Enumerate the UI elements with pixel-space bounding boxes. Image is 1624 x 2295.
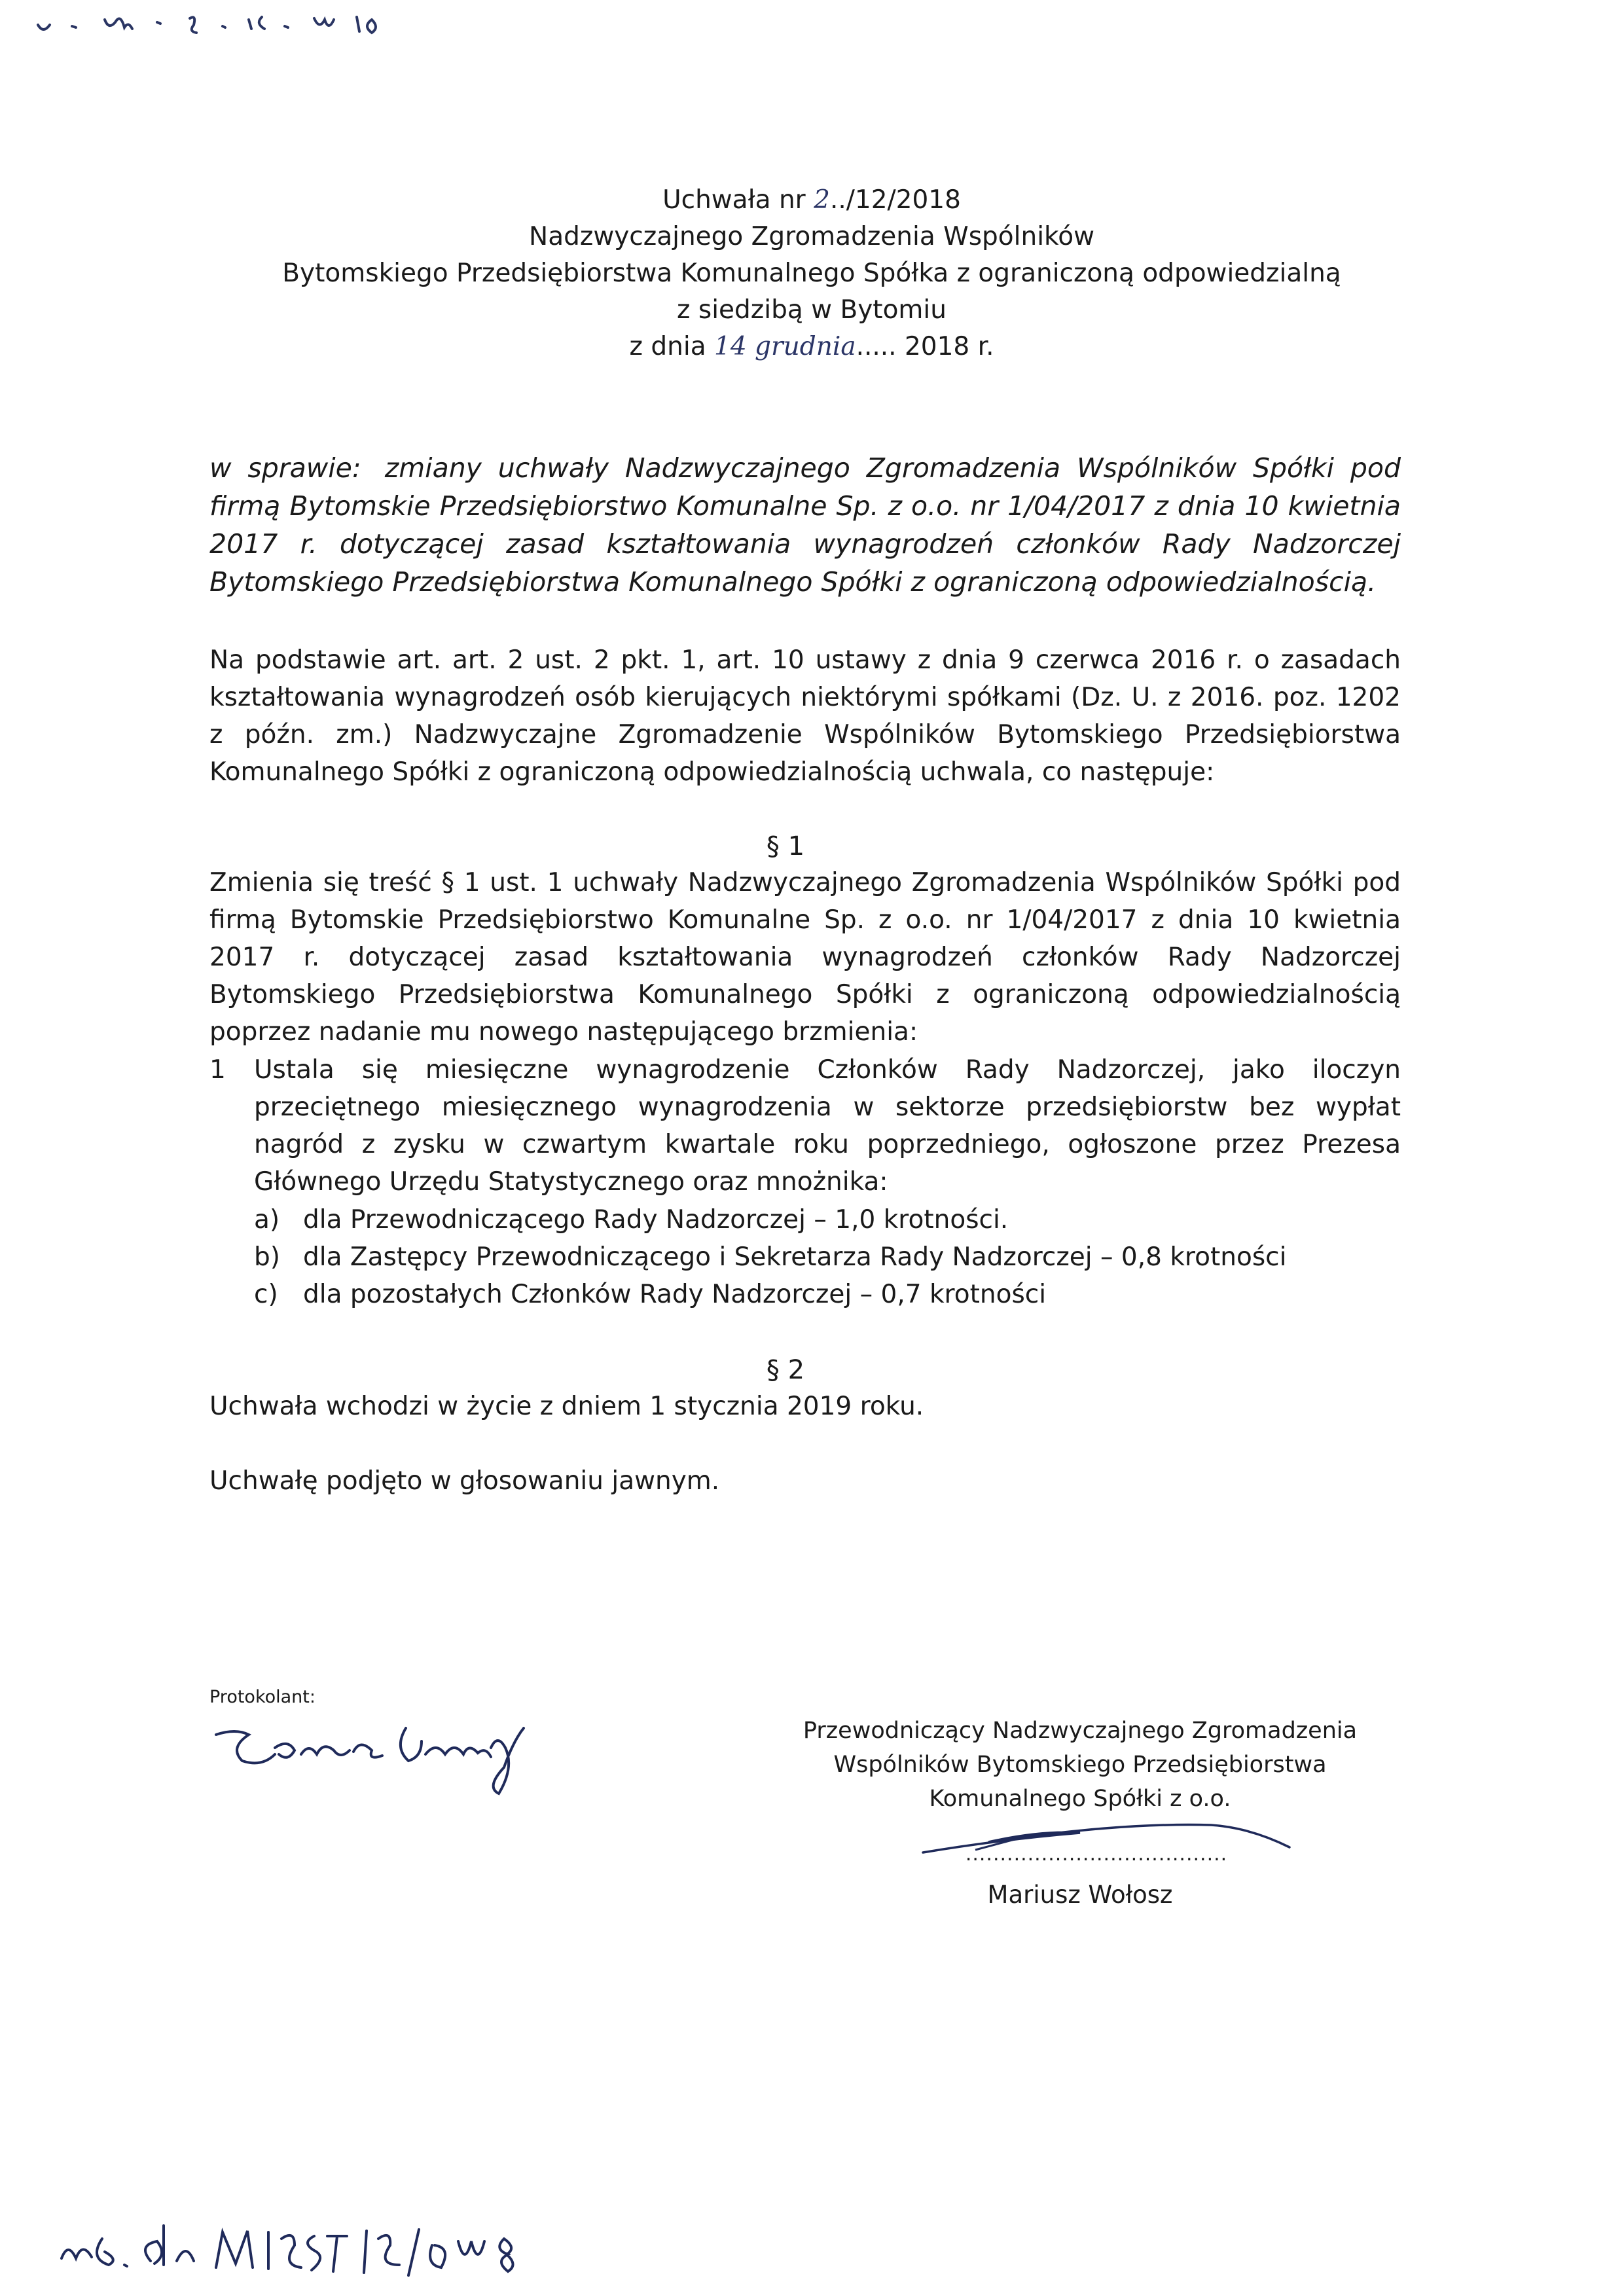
legal-basis-paragraph: Na podstawie art. art. 2 ust. 2 pkt. 1, art. 10 ustawy z dnia 9 czerwca 2016 r. o zasadach kształtowania wynagrodzeń osób kierujących niektórymi spółkami (Dz. U. z 2016. poz. 1202 z późn. zm.) Nadzwyczajne Zgromadzenie Wspólników Bytomskiego Przedsiębiorstwa Komunalnego Spółki z ograniczoną odpowiedzialnością uchwala, co następuje:: [209, 645, 1401, 787]
list-item: [254, 1201, 1367, 1238]
section-1-item-1: [209, 1051, 1401, 1201]
section-1-sign: § 1: [766, 831, 805, 861]
list-item-label: c): [254, 1280, 278, 1309]
vote-statement: Uchwałę podjęto w głosowaniu jawnym.: [209, 1466, 720, 1496]
list-item-text: dla Przewodniczącego Rady Nadzorczej – 1,0 krotności.: [303, 1205, 1009, 1235]
chair-name: Mariusz Wołosz: [987, 1881, 1173, 1909]
header-line-4: z siedzibą w Bytomiu: [677, 295, 947, 325]
section-1-text: Zmienia się treść § 1 ust. 1 uchwały Nadzwyczajnego Zgromadzenia Wspólników Spółki pod firmą Bytomskie Przedsiębiorstwo Komunalne Sp. z o.o. nr 1/04/2017 z dnia 10 kwietnia 2017 r. dotyczącej zasad kształtowania wynagrodzeń członków Rady Nadzorczej Bytomskiego Przedsiębiorstwa Komunalnego Spółki z ograniczoną odpowiedzialnością poprzez nadanie mu nowego następującego brzmienia:: [209, 868, 1401, 1047]
item-text: Ustala się miesięczne wynagrodzenie Członków Rady Nadzorczej, jako iloczyn przeciętnego miesięcznego wynagrodzenia w sektorze przedsiębiorstw bez wypłat nagród z zysku w czwartym kwartale roku poprzedniego, ogłoszone przez Prezesa Głównego Urzędu Statystycznego oraz mnożnika:: [254, 1055, 1401, 1197]
list-item: [254, 1276, 1367, 1313]
header-line-3: Bytomskiego Przedsiębiorstwa Komunalnego Spółka z ograniczoną odpowiedzialną: [282, 259, 1341, 288]
subject-paragraph: [209, 449, 1401, 601]
list-item-text: dla pozostałych Członków Rady Nadzorczej – 0,7 krotności: [303, 1280, 1047, 1309]
subject-text: zmiany uchwały Nadzwyczajnego Zgromadzenia Wspólników Spółki pod firmą Bytomskie Przedsiębiorstwo Komunalne Sp. z o.o. nr 1/04/2017 z dnia 10 kwietnia 2017 r. dotyczącej zasad kształtowania wynagrodzeń członków Rady Nadzorczej Bytomskiego Przedsiębiorstwa Komunalnego Spółki z ograniczoną odpowiedzialnością.: [209, 452, 1401, 598]
multiplier-list: [254, 1201, 1367, 1313]
chair-title-block: [772, 1714, 1388, 1816]
title-prefix: Uchwała nr: [662, 185, 806, 215]
chair-title-line-1: Przewodniczący Nadzwyczajnego Zgromadzenia: [803, 1718, 1358, 1744]
header-date: [196, 329, 1427, 365]
list-item-label: b): [254, 1242, 280, 1272]
chair-title-line-3: Komunalnego Spółki z o.o.: [929, 1786, 1231, 1812]
protokolant-label: Protokolant:: [209, 1687, 316, 1707]
list-item-text: dla Zastępcy Przewodniczącego i Sekretarza Rady Nadzorczej – 0,8 krotności: [303, 1242, 1287, 1272]
resolution-header: [196, 182, 1427, 365]
subject-lead: w sprawie:: [209, 452, 361, 484]
date-handwritten: 14 grudnia: [714, 332, 856, 361]
title-number-handwritten: 2: [814, 185, 830, 215]
list-item-label: a): [254, 1205, 280, 1235]
resolution-title: [196, 182, 1427, 219]
title-suffix: ../12/2018: [829, 185, 961, 215]
header-line-2: Nadzwyczajnego Zgromadzenia Wspólników: [529, 222, 1094, 251]
bottom-handwritten-note: [52, 2213, 550, 2291]
chair-title-line-2: Wspólników Bytomskiego Przedsiębiorstwa: [833, 1752, 1327, 1778]
section-2-text: Uchwała wchodzi w życie z dniem 1 stycznia 2019 roku.: [209, 1392, 924, 1421]
protokolant-signature: [203, 1708, 569, 1820]
top-handwritten-note: [26, 0, 484, 59]
section-2-sign: § 2: [766, 1355, 805, 1385]
date-prefix: z dnia: [629, 332, 706, 361]
date-suffix: ..... 2018 r.: [856, 332, 994, 361]
list-item: [254, 1238, 1367, 1276]
item-number: 1: [209, 1055, 226, 1085]
signature-line: ......................................: [965, 1843, 1228, 1866]
